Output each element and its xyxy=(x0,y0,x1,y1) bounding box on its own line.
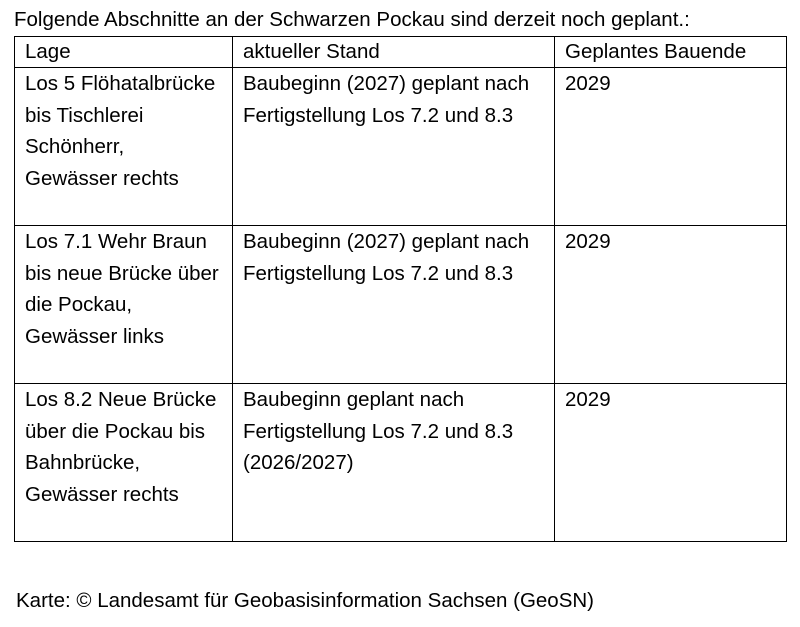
map-credit: Karte: © Landesamt für Geobasisinformation Sachsen (GeoSN) xyxy=(16,589,594,612)
header-lage: Lage xyxy=(15,37,233,68)
cell-lage: Los 7.1 Wehr Braun bis neue Brücke über die Pockau, Gewässer links xyxy=(15,226,233,384)
header-aktueller-stand: aktueller Stand xyxy=(233,37,555,68)
table-header-row xyxy=(15,37,787,68)
cell-lage: Los 8.2 Neue Brücke über die Pockau bis Bahnbrücke, Gewässer rechts xyxy=(15,384,233,542)
header-geplantes-bauende: Geplantes Bauende xyxy=(555,37,787,68)
cell-aktueller-stand: Baubeginn geplant nach Fertigstellung Los 7.2 und 8.3 (2026/2027) xyxy=(233,384,555,542)
cell-lage: Los 5 Flöhatalbrücke bis Tischlerei Schönherr, Gewässer rechts xyxy=(15,68,233,226)
cell-aktueller-stand: Baubeginn (2027) geplant nach Fertigstellung Los 7.2 und 8.3 xyxy=(233,226,555,384)
cell-aktueller-stand: Baubeginn (2027) geplant nach Fertigstellung Los 7.2 und 8.3 xyxy=(233,68,555,226)
table-row xyxy=(15,68,787,226)
table-row xyxy=(15,384,787,542)
cell-geplantes-bauende: 2029 xyxy=(555,384,787,542)
table-row xyxy=(15,226,787,384)
intro-text: Folgende Abschnitte an der Schwarzen Pockau sind derzeit noch geplant.: xyxy=(14,8,690,31)
cell-geplantes-bauende: 2029 xyxy=(555,68,787,226)
cell-geplantes-bauende: 2029 xyxy=(555,226,787,384)
planned-sections-table xyxy=(14,36,787,542)
